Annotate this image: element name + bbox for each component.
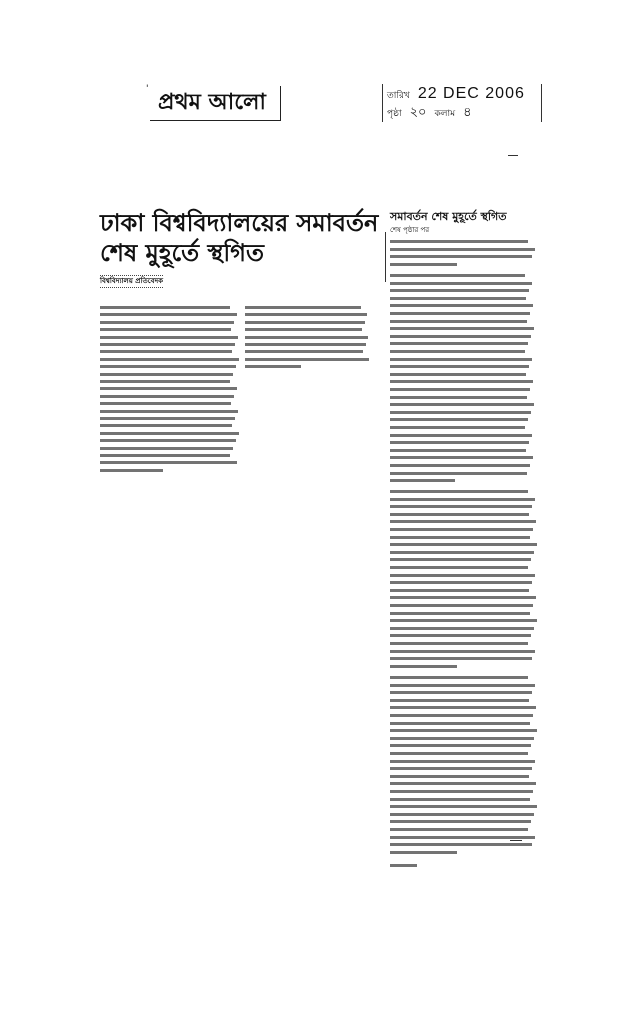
body-text-line <box>390 604 533 607</box>
body-text-line <box>390 263 457 266</box>
body-text-line <box>390 699 529 702</box>
body-text-line <box>100 365 236 368</box>
body-text-line <box>245 365 301 368</box>
body-text-line <box>390 767 532 770</box>
body-text-line <box>100 373 233 376</box>
body-text-line <box>390 255 532 258</box>
body-text-line <box>100 343 235 346</box>
body-text-line <box>390 752 528 755</box>
body-text-line <box>390 434 532 437</box>
body-text-line <box>390 312 530 315</box>
column-divider <box>385 232 386 282</box>
body-text-line <box>100 395 234 398</box>
body-text-line <box>390 358 532 361</box>
body-text-line <box>100 424 232 427</box>
body-text-line <box>390 498 535 501</box>
body-text-line <box>390 714 533 717</box>
article-header <box>100 208 380 288</box>
body-text-line <box>390 634 531 637</box>
body-text-line <box>390 350 525 353</box>
body-text-line <box>390 627 534 630</box>
body-text-line <box>390 365 529 368</box>
body-text-line <box>390 490 528 493</box>
body-text-line <box>390 596 536 599</box>
body-text-line <box>390 813 534 816</box>
body-text-line <box>390 851 457 854</box>
body-text-line <box>100 336 238 339</box>
body-text-line <box>390 479 455 482</box>
body-text-line <box>390 449 526 452</box>
body-text-line <box>390 828 528 831</box>
body-text-line <box>100 469 163 472</box>
body-text-line <box>390 289 529 292</box>
body-text-line <box>390 380 533 383</box>
body-text-line <box>100 321 234 324</box>
body-text-line <box>100 461 237 464</box>
body-text-line <box>390 744 531 747</box>
mark: ' <box>146 84 149 94</box>
article-headline: ঢাকা বিশ্ববিদ্যালয়ের সমাবর্তন শেষ মুহূর্তে স্থগিত <box>100 209 379 267</box>
body-text-line <box>390 676 528 679</box>
body-text-line <box>100 358 239 361</box>
body-text-line <box>390 297 526 300</box>
masthead-name: প্রথম আলো <box>158 90 266 115</box>
body-text-line <box>390 418 528 421</box>
body-text-line <box>100 417 235 420</box>
body-text-line <box>390 657 532 660</box>
body-text-line <box>390 706 536 709</box>
body-text-line <box>245 306 361 309</box>
body-text-line <box>390 684 535 687</box>
byline: বিশ্ববিদ্যালয় প্রতিবেদক <box>100 275 163 288</box>
body-text-line <box>390 388 530 391</box>
body-text-line <box>100 447 233 450</box>
body-text-line <box>390 805 537 808</box>
body-text-line <box>390 589 529 592</box>
body-text-line <box>390 729 537 732</box>
body-text-line <box>390 403 534 406</box>
body-text-line <box>390 574 535 577</box>
body-text-line <box>100 380 230 383</box>
body-text-line <box>390 612 530 615</box>
body-text-line <box>390 737 534 740</box>
body-text-line <box>245 358 369 361</box>
body-text-line <box>100 313 237 316</box>
body-text-line <box>100 439 236 442</box>
body-text-line <box>390 411 531 414</box>
date-label: তারিখ <box>387 91 410 101</box>
body-text-line <box>390 665 457 668</box>
body-text-line <box>100 328 231 331</box>
body-text-line <box>100 432 239 435</box>
body-text-line <box>390 820 531 823</box>
column-label: কলাম <box>434 109 456 119</box>
body-text-line <box>390 335 531 338</box>
rule-mark <box>508 155 518 156</box>
body-text-line <box>390 304 533 307</box>
body-text-line <box>390 650 535 653</box>
body-text-line <box>390 464 530 467</box>
body-text-line <box>390 505 532 508</box>
body-text-line <box>390 274 525 277</box>
body-text-line <box>100 402 231 405</box>
body-text-line <box>390 566 528 569</box>
body-text-line <box>100 306 230 309</box>
body-text-line <box>245 321 365 324</box>
rule-mark <box>510 840 522 841</box>
body-text-line <box>390 836 535 839</box>
body-text-line <box>390 558 531 561</box>
body-text-line <box>245 336 368 339</box>
body-text-line <box>390 396 527 399</box>
body-text-line <box>390 843 532 846</box>
body-text-line <box>390 426 525 429</box>
body-text-line <box>390 240 528 243</box>
body-text-line <box>390 798 530 801</box>
body-text-line <box>390 782 536 785</box>
body-text-line <box>390 456 533 459</box>
body-text-line <box>100 410 238 413</box>
body-text-line <box>390 282 532 285</box>
body-text-line <box>390 472 527 475</box>
body-text-line <box>390 551 534 554</box>
body-text-line <box>390 536 530 539</box>
date-stamp <box>382 84 542 122</box>
body-text-line <box>390 520 536 523</box>
body-text-line <box>390 790 533 793</box>
body-text-line <box>390 248 535 251</box>
body-text-line <box>245 313 367 316</box>
continuation-header <box>390 210 540 235</box>
newspaper-masthead <box>150 86 281 121</box>
body-text-line <box>390 760 535 763</box>
date-value: 22 DEC 2006 <box>417 85 525 102</box>
body-text-line <box>390 691 532 694</box>
page-label: পৃষ্ঠা <box>387 109 402 119</box>
body-text-line <box>245 328 362 331</box>
body-text-line <box>390 642 528 645</box>
body-text-line <box>390 320 527 323</box>
body-text-line <box>390 864 417 867</box>
body-text-line <box>100 454 230 457</box>
body-text-line <box>390 513 529 516</box>
body-text-line <box>390 543 537 546</box>
body-text-line <box>390 342 528 345</box>
body-text-line <box>390 775 529 778</box>
body-text-line <box>245 350 363 353</box>
body-text-line <box>100 387 237 390</box>
continuation-heading: সমাবর্তন শেষ মুহূর্তে স্থগিত <box>390 210 507 223</box>
body-text-line <box>390 327 534 330</box>
body-text-line <box>390 441 529 444</box>
body-text-line <box>245 343 366 346</box>
continuation-from: শেষ পৃষ্ঠার পর <box>390 226 430 234</box>
body-text-line <box>390 373 526 376</box>
body-text-line <box>390 619 537 622</box>
page-value: ২০ <box>409 105 427 120</box>
body-text-line <box>390 581 532 584</box>
body-text-line <box>390 528 533 531</box>
body-text-line <box>100 350 232 353</box>
column-value: ৪ <box>463 105 472 120</box>
body-text-line <box>390 722 530 725</box>
